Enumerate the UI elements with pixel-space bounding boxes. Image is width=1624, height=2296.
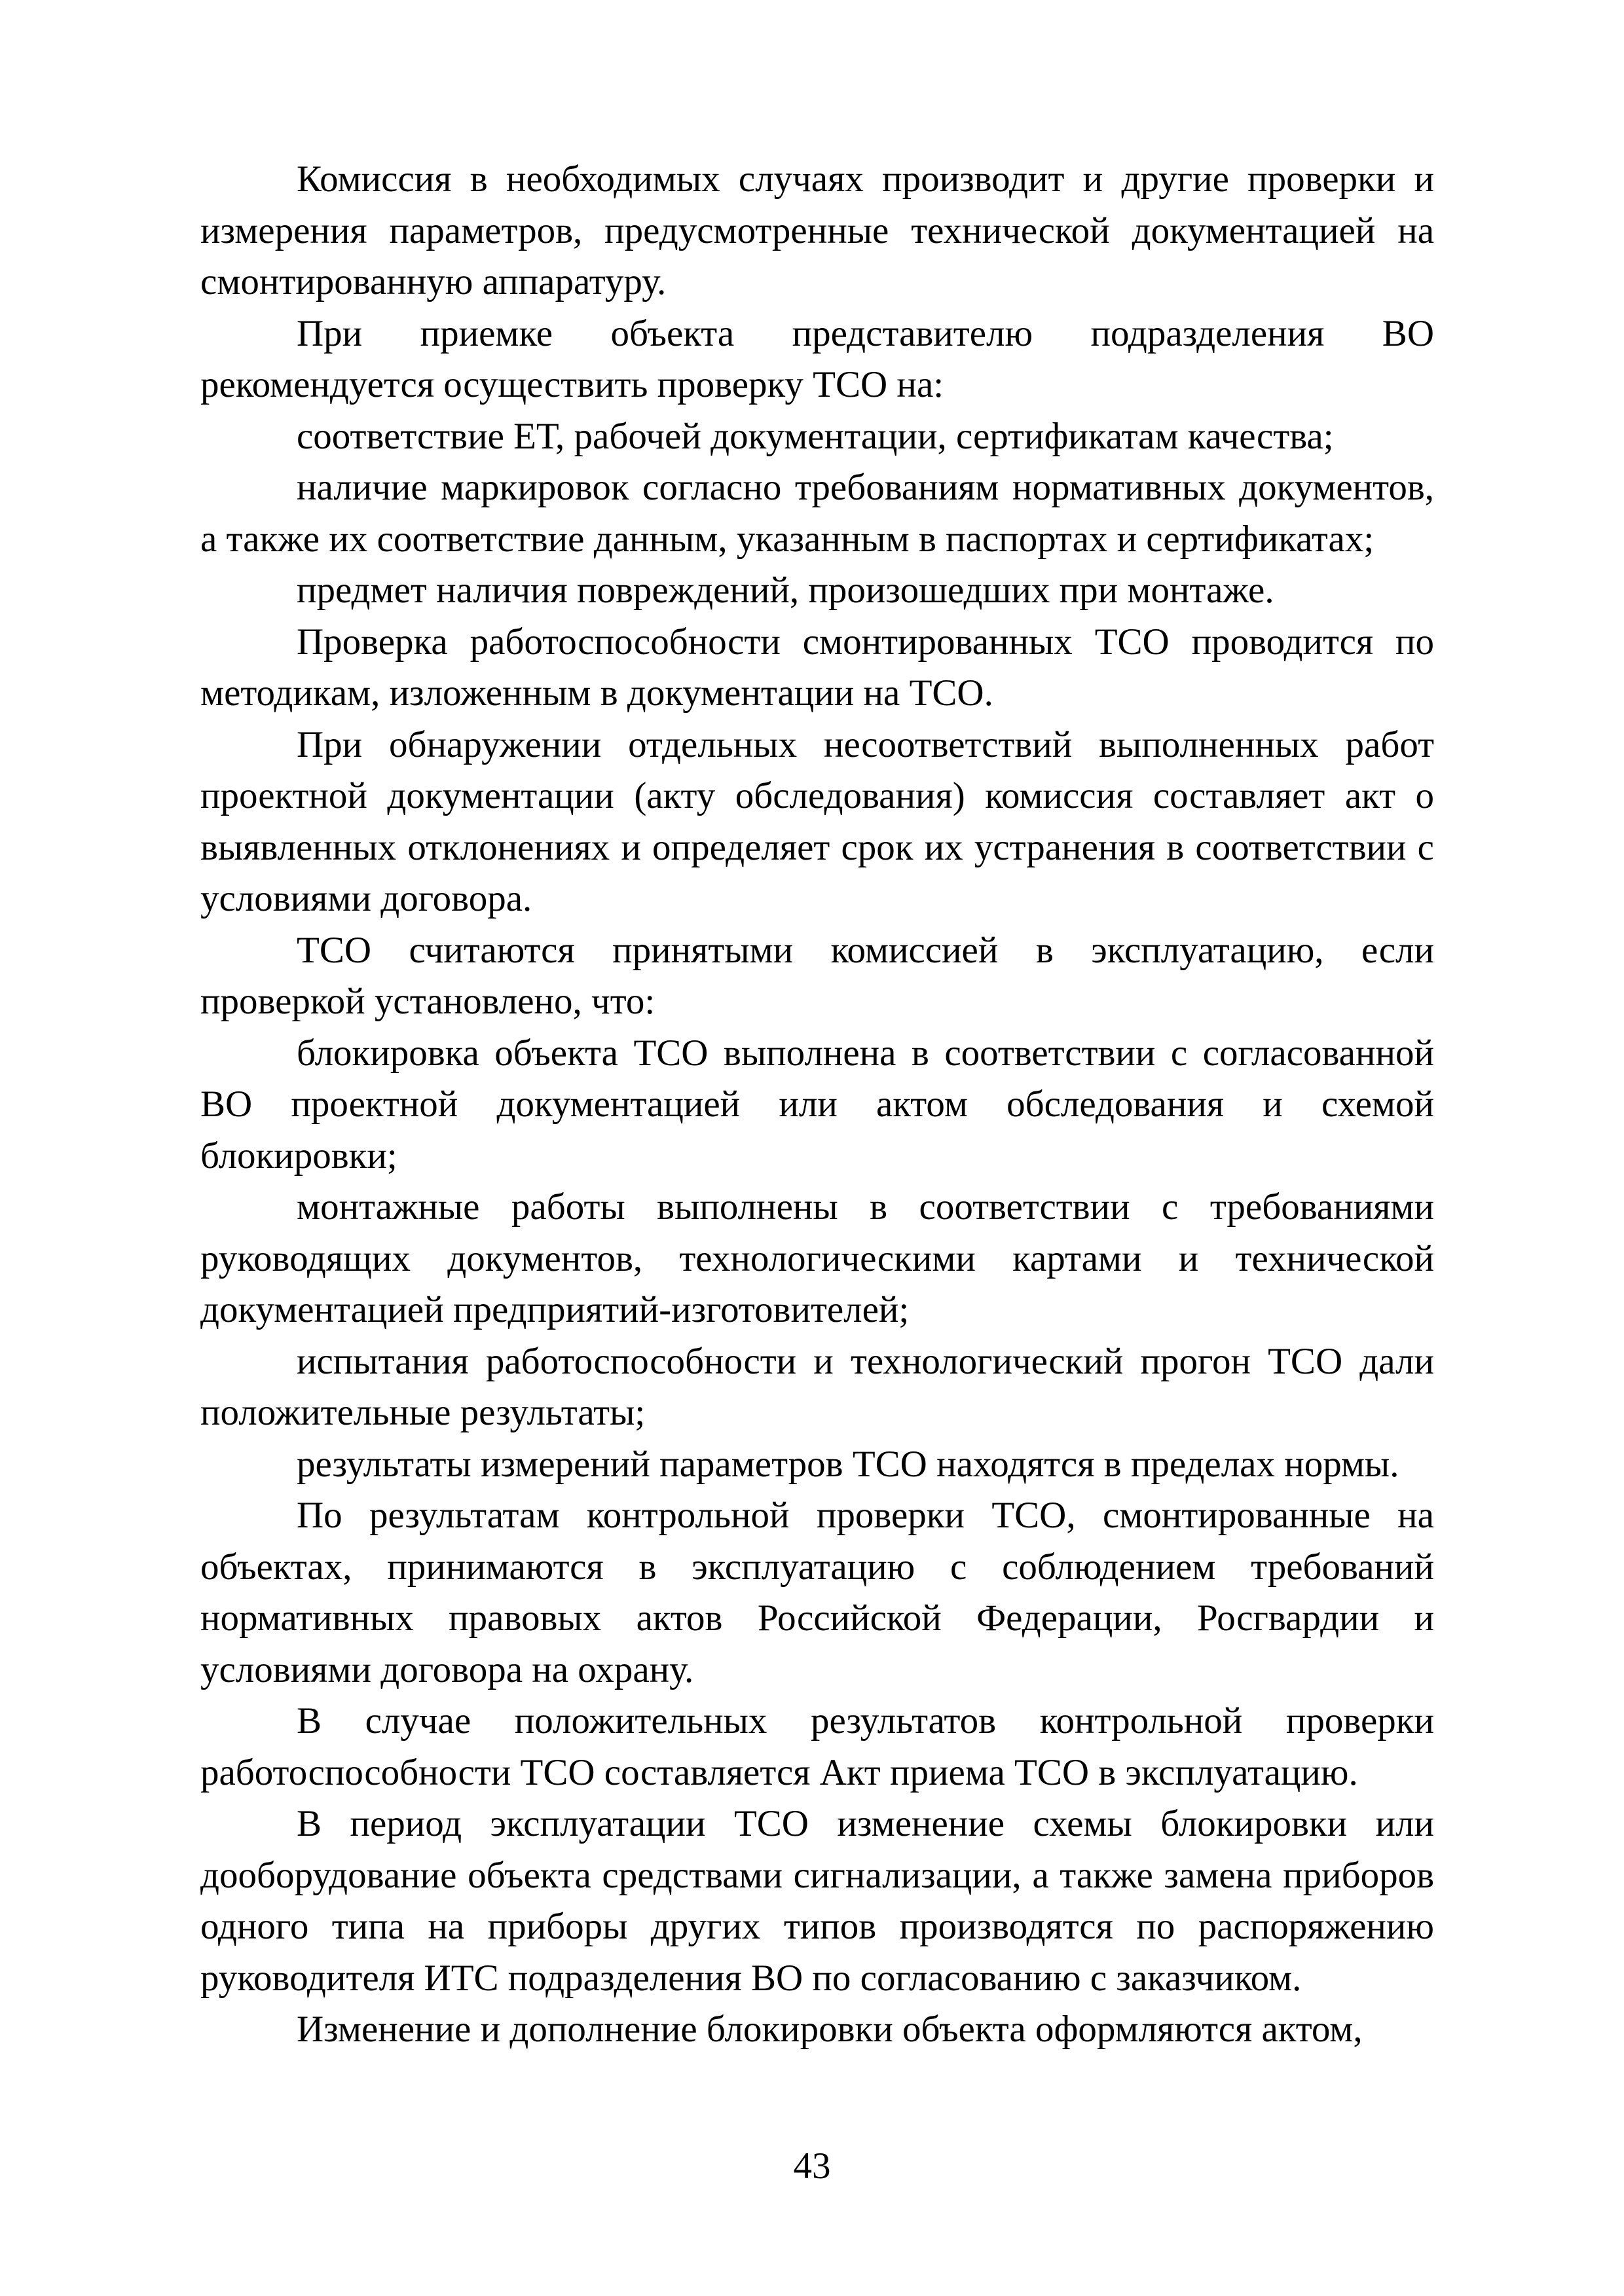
list-item-compliance: соответствие ЕТ, рабочей документации, сертификатам качества; (297, 415, 1334, 457)
document-body (200, 154, 1434, 2056)
paragraph-changes-act: Изменение и дополнение блокировки объекта оформляются актом, (297, 2009, 1363, 2050)
paragraph-operability-check: Проверка работоспособности смонтированных ТСО проводится по методикам, изложенным в документации на ТСО. (200, 621, 1434, 714)
page-number: 43 (793, 2145, 831, 2187)
list-item-damage: предмет наличия повреждений, произошедших при монтаже. (297, 570, 1274, 611)
paragraph-control-results: По результатам контрольной проверки ТСО, смонтированные на объектах, принимаются в эксплуатацию с соблюдением требований нормативных правовых актов Российской Федерации, Росгвардии и условиями договора на охрану. (200, 1495, 1434, 1690)
list-item-markings: наличие маркировок согласно требованиям нормативных документов, а также их соответствие данным, указанным в паспортах и сертификатах; (200, 467, 1434, 560)
paragraph-acceptance-act: В случае положительных результатов контрольной проверки работоспособности ТСО составляется Акт приема ТСО в эксплуатацию. (200, 1700, 1434, 1793)
list-item-tests: испытания работоспособности и технологический прогон ТСО дали положительные результаты; (200, 1340, 1434, 1433)
list-item-installation: монтажные работы выполнены в соответствии с требованиями руководящих документов, технологическими картами и технической документацией предприятий-изготовителей; (200, 1186, 1434, 1330)
paragraph-accepted-if: ТСО считаются принятыми комиссией в эксплуатацию, если проверкой установлено, что: (200, 929, 1434, 1022)
paragraph-commission-checks: Комиссия в необходимых случаях производит и другие проверки и измерения параметров, предусмотренные технической документацией на смонтированную аппаратуру. (200, 158, 1434, 302)
paragraph-nonconformities: При обнаружении отдельных несоответствий выполненных работ проектной документации (акту обследования) комиссия составляет акт о выявленных отклонениях и определяет срок их устранения в соответствии с условиями договора. (200, 723, 1434, 919)
paragraph-operation-changes: В период эксплуатации ТСО изменение схемы блокировки или дооборудование объекта средствами сигнализации, а также замена приборов одного типа на приборы других типов производятся по распоряжению руководителя ИТС подразделения ВО по согласованию с заказчиком. (200, 1803, 1434, 1999)
paragraph-acceptance-check: При приемке объекта представителю подразделения ВО рекомендуется осуществить проверку ТСО на: (200, 312, 1434, 405)
list-item-blocking: блокировка объекта ТСО выполнена в соответствии с согласованной ВО проектной документацией или актом обследования и схемой блокировки; (200, 1032, 1434, 1176)
list-item-measurements: результаты измерений параметров ТСО находятся в пределах нормы. (297, 1443, 1399, 1485)
